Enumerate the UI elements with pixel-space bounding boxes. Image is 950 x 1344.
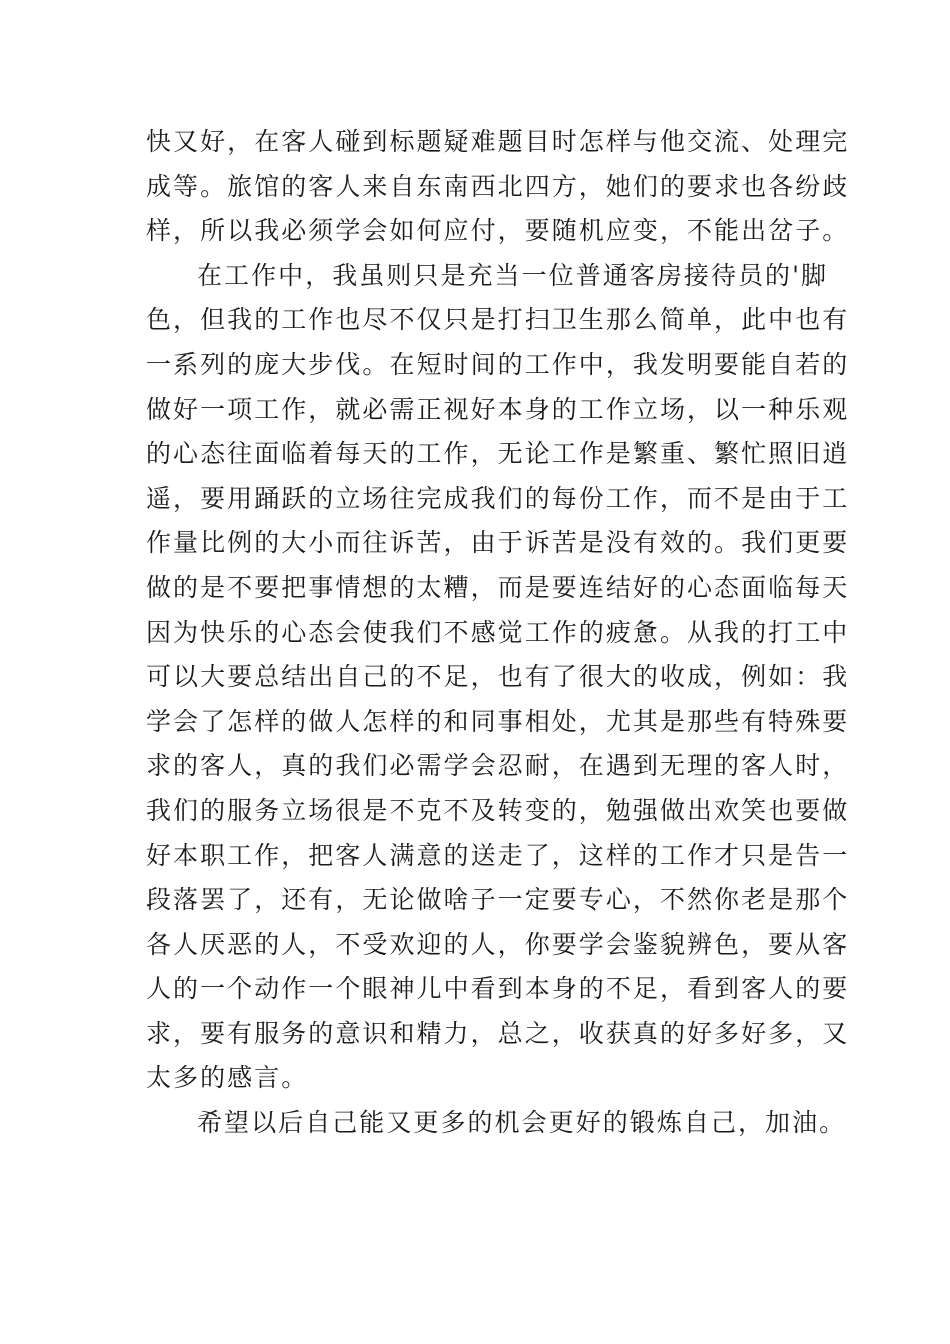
text-line: 做的是不要把事情想的太糟，而是要连结好的心态面临每天 (146, 572, 850, 602)
text-line: 色，但我的工作也尽不仅只是打扫卫生那么简单，此中也有 (146, 305, 850, 335)
text-line: 可以大要总结出自己的不足，也有了很大的收成，例如：我 (146, 662, 850, 692)
text-line: 因为快乐的心态会使我们不感觉工作的疲惫。从我的打工中 (146, 617, 850, 647)
paragraph-first-line: 希望以后自己能又更多的机会更好的锻炼自己，加油。 (197, 1108, 847, 1138)
text-line: 的心态往面临着每天的工作，无论工作是繁重、繁忙照旧逍 (146, 439, 850, 469)
text-line: 作量比例的大小而往诉苦，由于诉苦是没有效的。我们更要 (146, 528, 850, 558)
text-line: 太多的感言。 (146, 1063, 309, 1093)
text-line: 求，要有服务的意识和精力，总之，收获真的好多好多，又 (146, 1018, 850, 1048)
text-line: 人的一个动作一个眼神儿中看到本身的不足，看到客人的要 (146, 974, 850, 1004)
paragraph-first-line: 在工作中，我虽则只是充当一位普通客房接待员的'脚 (197, 260, 829, 290)
text-line: 样，所以我必须学会如何应付，要随机应变，不能出岔子。 (146, 216, 850, 246)
text-line: 学会了怎样的做人怎样的和同事相处，尤其是那些有特殊要 (146, 706, 850, 736)
text-line: 做好一项工作，就必需正视好本身的工作立场，以一种乐观 (146, 394, 850, 424)
text-line: 我们的服务立场很是不克不及转变的，勉强做出欢笑也要做 (146, 795, 850, 825)
text-line: 各人厌恶的人，不受欢迎的人，你要学会鉴貌辨色，要从客 (146, 929, 850, 959)
text-line: 快又好，在客人碰到标题疑难题目时怎样与他交流、处理完 (146, 127, 850, 156)
text-line: 好本职工作，把客人满意的送走了，这样的工作才只是告一 (146, 840, 850, 870)
text-line: 遥，要用踊跃的立场往完成我们的每份工作，而不是由于工 (146, 483, 850, 513)
text-line: 成等。旅馆的客人来自东南西北四方，她们的要求也各纷歧 (146, 171, 850, 201)
text-line: 段落罢了，还有，无论做啥子一定要专心，不然你老是那个 (146, 885, 850, 915)
text-line: 求的客人，真的我们必需学会忍耐，在遇到无理的客人时， (146, 751, 850, 781)
document-body (146, 120, 850, 1146)
text-line: 一系列的庞大步伐。在短时间的工作中，我发明要能自若的 (146, 349, 850, 379)
